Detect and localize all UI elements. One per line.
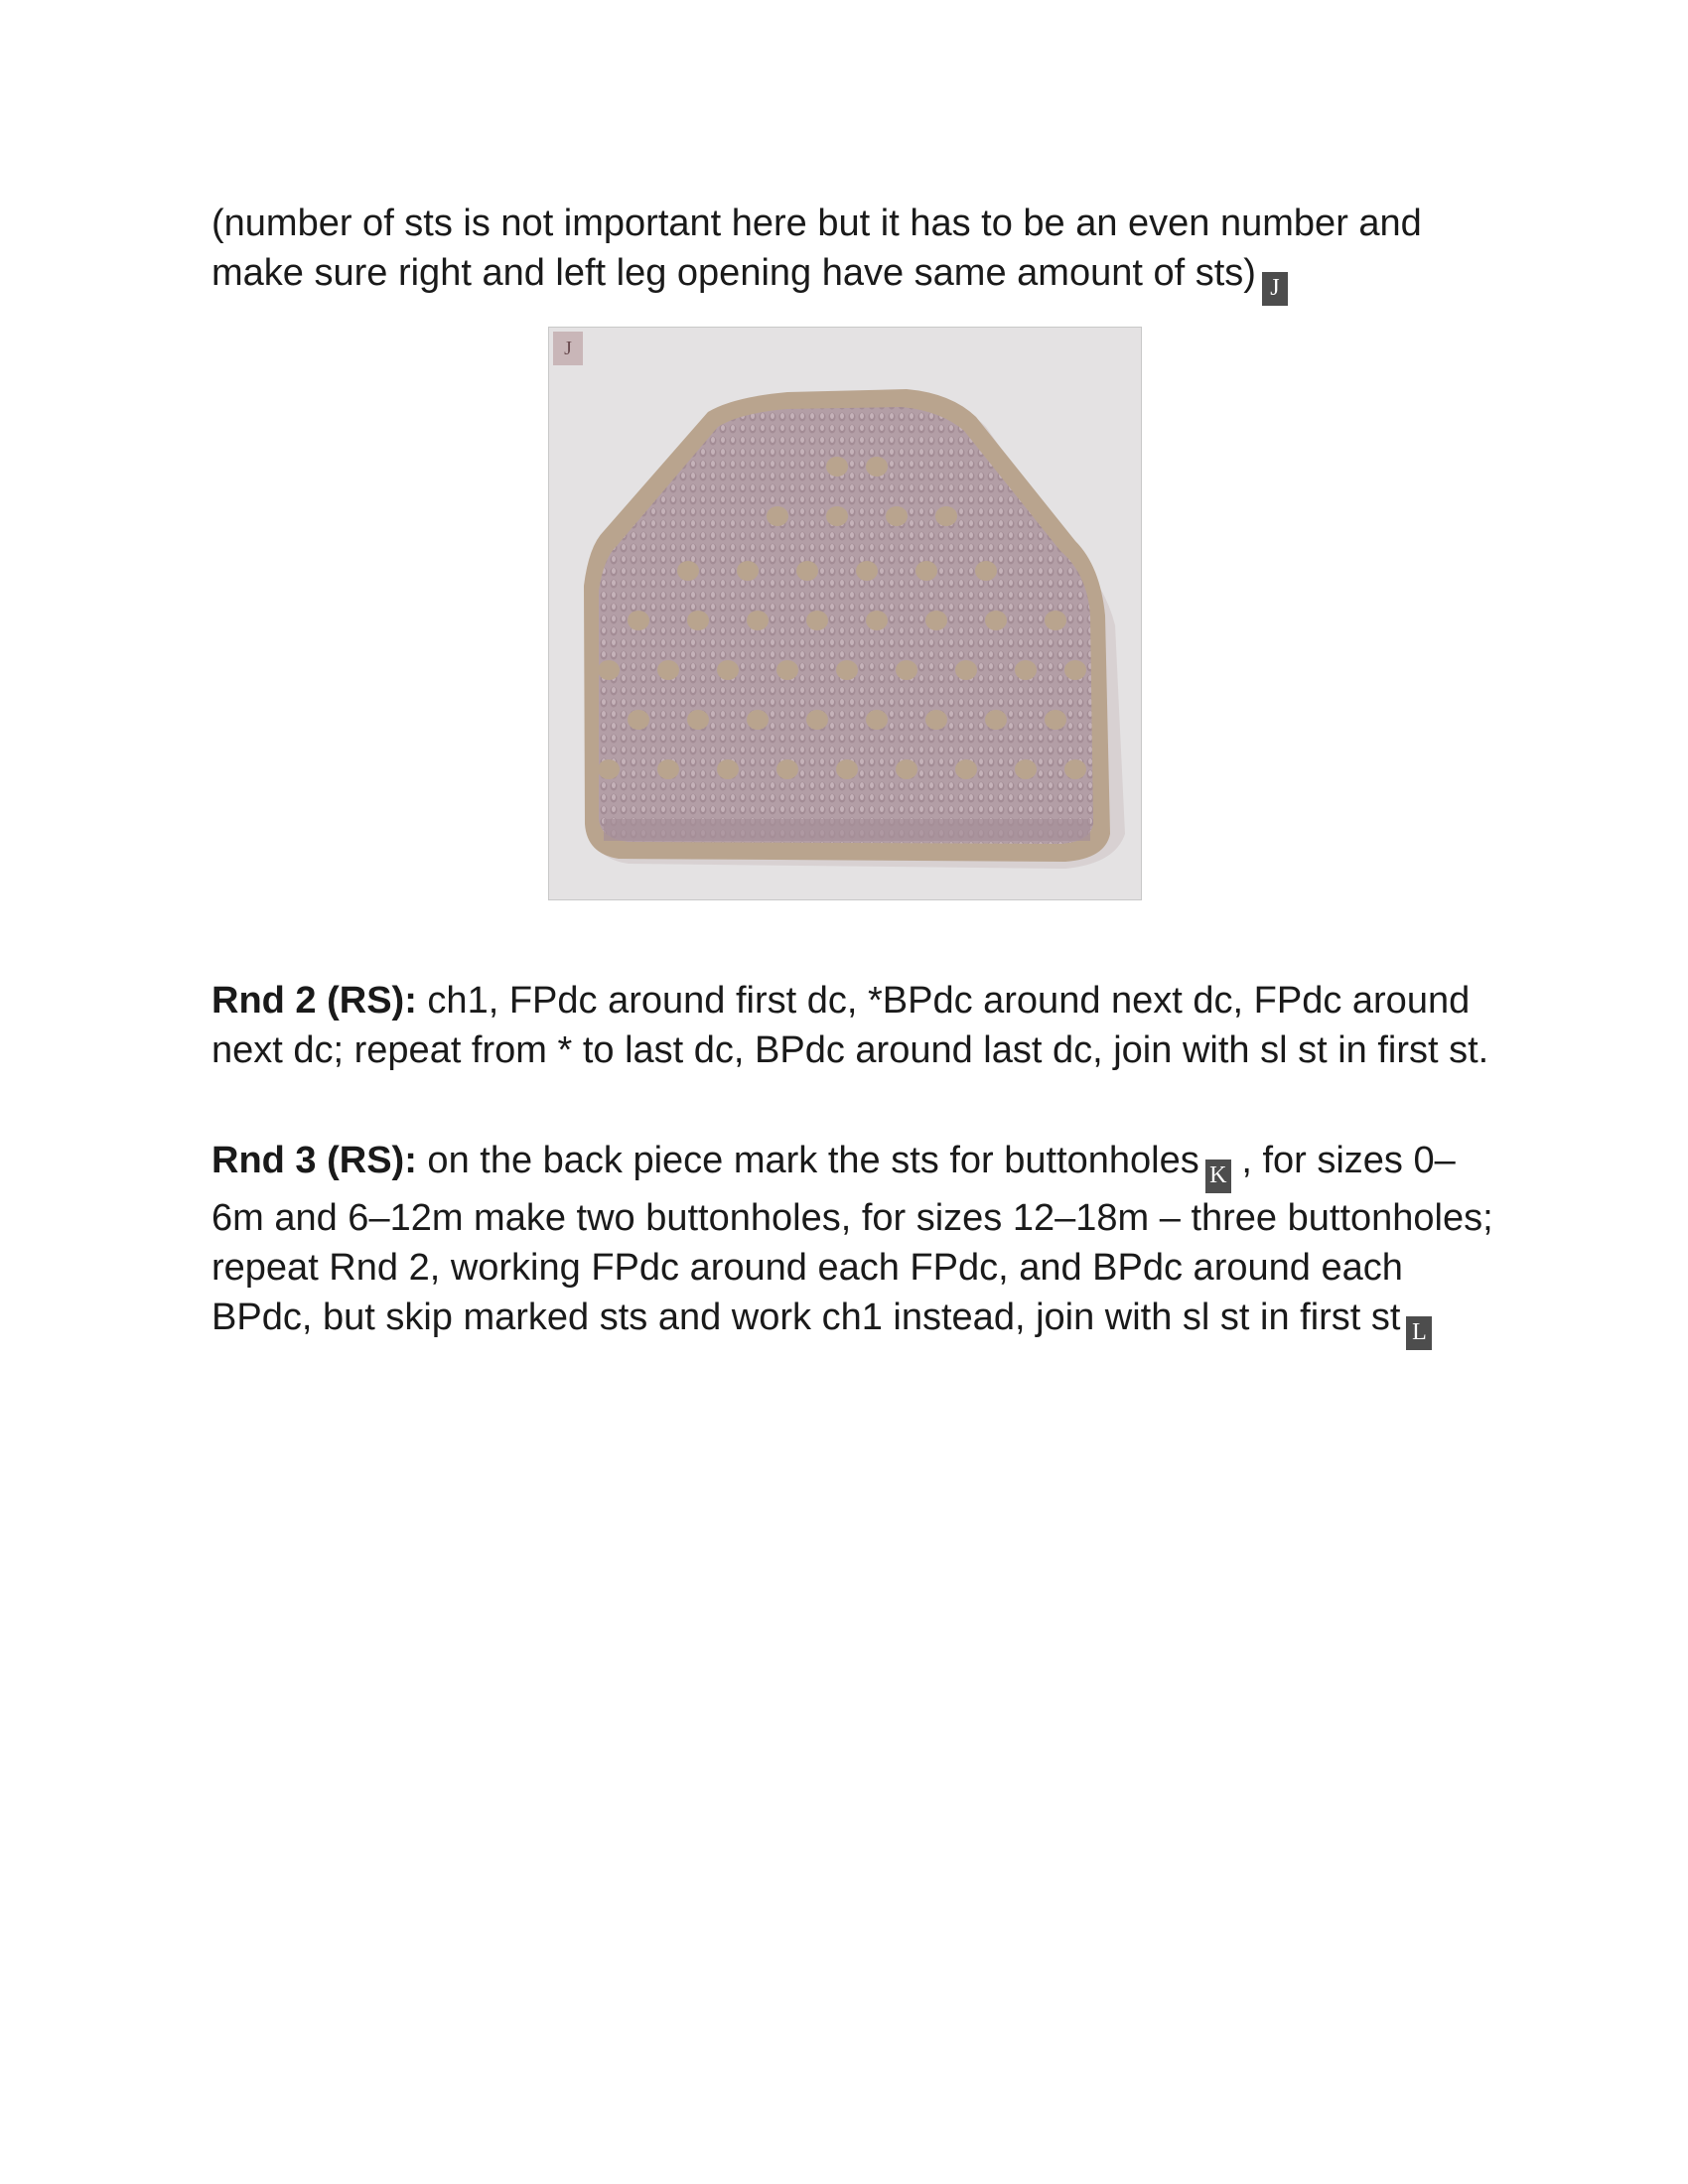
bobble-stitch <box>1045 710 1066 730</box>
rnd3-paragraph <box>211 1136 1502 1350</box>
photo-marker-j: J <box>553 332 583 365</box>
bobble-stitch <box>628 611 649 630</box>
rnd2-paragraph <box>211 976 1502 1075</box>
bobble-stitch <box>896 759 917 779</box>
bobble-stitch <box>677 561 699 581</box>
bobble-stitch <box>1045 611 1066 630</box>
rnd3-label: Rnd 3 (RS): <box>211 1140 417 1181</box>
bobble-stitch <box>955 759 977 779</box>
bobble-stitch <box>915 561 937 581</box>
bobble-stitch <box>836 759 858 779</box>
bobble-stitch <box>717 759 739 779</box>
bobble-stitch <box>826 457 848 477</box>
bobble-stitch <box>985 611 1007 630</box>
bobble-stitch <box>796 561 818 581</box>
rnd3-text-b: , for sizes 0–6m and 6–12m make two buttonholes, for sizes 12–18m – three buttonholes; repeat Rnd 2, working FPdc around each FPdc, and BPdc around each BPdc, but skip marked sts and work ch1 instead, join with sl st in first st <box>211 1140 1493 1338</box>
bobble-stitch <box>896 660 917 680</box>
marker-l-badge: L <box>1406 1316 1432 1350</box>
bobble-stitch <box>806 710 828 730</box>
rnd2-text: ch1, FPdc around first dc, *BPdc around next dc, FPdc around next dc; repeat from * to last dc, BPdc around last dc, join with sl st in first st. <box>211 980 1489 1071</box>
bobble-stitch <box>826 506 848 526</box>
bobble-stitch <box>776 660 798 680</box>
bobble-stitch <box>687 611 709 630</box>
bobble-stitch <box>955 660 977 680</box>
rnd2-label: Rnd 2 (RS): <box>211 980 417 1022</box>
bobble-stitch <box>985 710 1007 730</box>
bobble-stitch <box>657 660 679 680</box>
bobble-stitch <box>925 611 947 630</box>
intro-paragraph <box>211 199 1502 306</box>
bobble-stitch <box>1015 759 1037 779</box>
bobble-stitch <box>886 506 908 526</box>
bobble-stitch <box>866 710 888 730</box>
bobble-stitch <box>747 611 769 630</box>
crochet-piece-illustration <box>549 328 1142 900</box>
crochet-piece-photo <box>548 327 1142 900</box>
bobble-stitch <box>737 561 759 581</box>
bobble-stitch <box>1064 660 1086 680</box>
bobble-stitch <box>935 506 957 526</box>
bobble-stitch <box>836 660 858 680</box>
bobble-stitch <box>1064 759 1086 779</box>
bobble-stitch <box>866 611 888 630</box>
rnd3-text-a: on the back piece mark the sts for buttonholes <box>416 1140 1199 1181</box>
bobble-stitch <box>866 457 888 477</box>
marker-k-badge: K <box>1205 1160 1231 1193</box>
bobble-stitch <box>806 611 828 630</box>
bobble-stitch <box>767 506 788 526</box>
bobble-stitch <box>925 710 947 730</box>
bobble-stitch <box>717 660 739 680</box>
bobble-stitch <box>1015 660 1037 680</box>
bobble-stitch <box>657 759 679 779</box>
bobble-stitch <box>856 561 878 581</box>
intro-text: (number of sts is not important here but it has to be an even number and make sure right and left leg opening have same amount of sts) <box>211 203 1422 294</box>
bobble-stitch <box>747 710 769 730</box>
bobble-stitch <box>975 561 997 581</box>
bobble-stitch <box>628 710 649 730</box>
bobble-stitch <box>776 759 798 779</box>
bobble-stitch <box>598 660 620 680</box>
marker-j-badge: J <box>1262 272 1288 306</box>
bobble-stitch <box>687 710 709 730</box>
bobble-stitch <box>598 759 620 779</box>
